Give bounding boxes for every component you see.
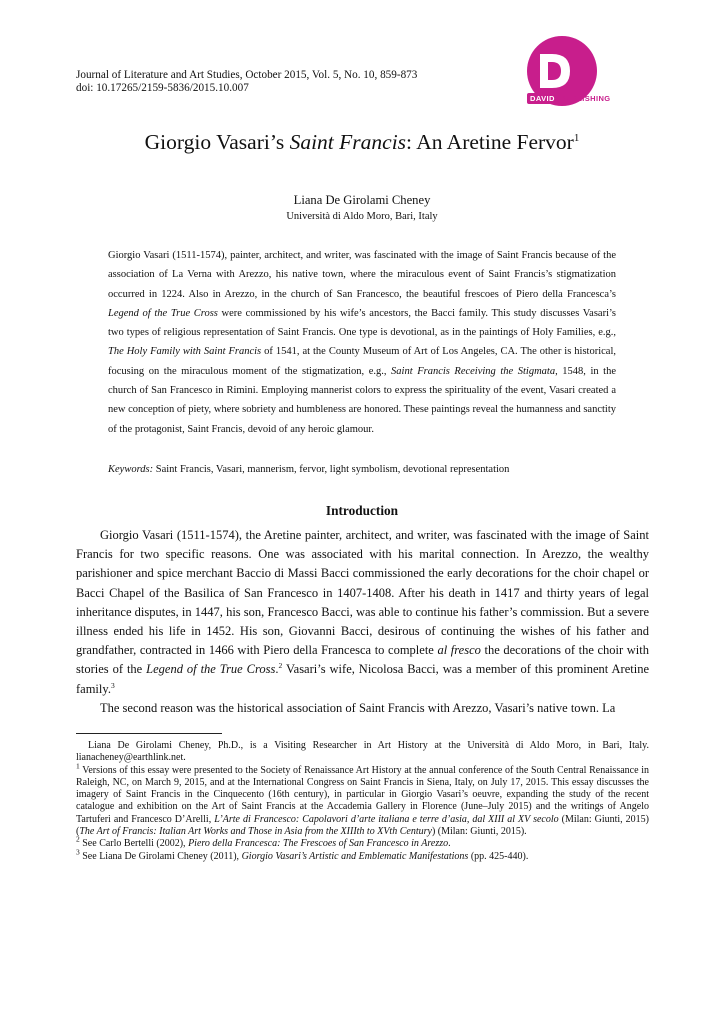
body-text: [76, 526, 649, 718]
doi-line: doi: 10.17265/2159-5836/2015.10.007: [76, 82, 249, 94]
journal-header: [76, 69, 417, 95]
title-footnote-mark: 1: [573, 131, 580, 144]
journal-citation: Journal of Literature and Art Studies, October 2015, Vol. 5, No. 10, 859-873: [76, 69, 418, 81]
paragraph: Giorgio Vasari (1511-1574), the Aretine painter, architect, and writer, was fascinated with the image of Saint Francis for two specific reasons. One was associated with his marital connection. In Arezzo, the wealthy parishioner and spice merchant Baccio di Massi Bacci commissioned the early decorations for the choir chapel or Bacci Chapel of the Basilica of San Francesco in 1407-1408. After his death in 1417 and thirty years of legal inheritance disputes, in 1447, his son, Francesco Bacci, was able to continue his father’s commission. But a severe illness ended his life in 1452. His son, Giovanni Bacci, desirous of continuing the wishes of his father and grandfather, contracted in 1466 with Piero della Francesca to complete al fresco the decorations of the choir with stories of the Legend of the True Cross.$^2$ Vasari’s wife, Nicolosa Bacci, was a member of this prominent Aretine family.$^3$: [76, 528, 649, 696]
article-title: Giorgio Vasari’s Saint Francis: An Aretine Fervor$^1$: [144, 130, 580, 154]
abstract: Giorgio Vasari (1511-1574), painter, architect, and writer, was fascinated with the image of Saint Francis because of the association of La Verna with Arezzo, his native town, where the miraculous event of Saint Francis’s stigmatization occurred in 1224. Also in Arezzo, in the church of San Francesco, the beautiful frescoes of Piero della Francesca’s Legend of the True Cross were commissioned by his wife’s ancestors, the Bacci family. This study discusses Vasari’s two types of religious representation of Saint Francis. One type is devotional, as in the paintings of Holy Families, e.g., The Holy Family with Saint Francis of 1541, at the County Museum of Art of Los Angeles, CA. The other is historical, focusing on the miraculous moment of the stigmatization, e.g., Saint Francis Receiving the Stigmata, 1548, in the church of San Francesco in Rimini. Employing mannerist colors to express the spirituality of the event, Vasari created a new conception of piety, where sobriety and humbleness are honored. These paintings reveal the humanness and sanctity of the protagonist, Saint Francis, devoid of any heroic glamour.: [108, 250, 616, 435]
footnote-ref[interactable]: 2: [278, 661, 283, 671]
david-publishing-logo: [527, 36, 651, 108]
logo-wordmark: [527, 94, 651, 103]
author-affiliation: Università di Aldo Moro, Bari, Italy: [286, 211, 438, 222]
footnote-2: $^2$ See Carlo Bertelli (2002), Piero della Francesca: The Frescoes of San Francesco in Arezzo.: [76, 835, 451, 850]
logo-word-david: DAVID: [527, 93, 558, 104]
footnotes: [76, 740, 649, 863]
author-name: Liana De Girolami Cheney: [293, 193, 431, 207]
keywords-label: Keywords:: [108, 464, 154, 475]
logo-d-glyph-icon: [536, 50, 574, 92]
paragraph: The second reason was the historical association of Saint Francis with Arezzo, Vasari’s native town. La: [100, 700, 616, 715]
footnote-3: $^3$ See Liana De Girolami Cheney (2011), Giorgio Vasari’s Artistic and Emblematic Manifestations (pp. 425-440).: [76, 847, 529, 862]
keywords-list: Saint Francis, Vasari, mannerism, fervor, light symbolism, devotional representation: [153, 464, 510, 475]
footnote-ref[interactable]: 3: [110, 680, 115, 690]
keywords: [108, 464, 616, 475]
footnote-author: Liana De Girolami Cheney, Ph.D., is a Visiting Researcher in Art History at the Università di Aldo Moro, in Bari, Italy. lianacheney@earthlink.net.: [76, 740, 649, 764]
footnote-1: $^1$ Versions of this essay were presented to the Society of Renaissance Art History at the annual conference of the South Central Renaissance in Raleigh, NC, on March 9, 2015, and at the International Congress on Saint Francis in Siena, Italy, on July 17, 2015. This essay discusses the imagery of Saint Francis in the Cinquecento (16th century), in particular in Giorgio Vasari’s oeuvre, expanding the study of the recent catalogue and exhibition on the Art of Saint Francis at the Accademia Gallery in Florence (June–July 2015) and the writings of Angelo Tartuferi and Francesco D’Arelli, L’Arte di Francesco: Capolavori d’arte italiana e terre d’asia, dal XIII al XV secolo (Milan: Giunti, 2015) (The Art of Francis: Italian Art Works and Those in Asia from the XIIIth to XVth Century) (Milan: Giunti, 2015).: [76, 761, 650, 838]
logo-word-publishing: PUBLISHING: [560, 94, 611, 103]
footnote-divider: [76, 733, 222, 734]
section-heading: Introduction: [325, 503, 399, 518]
